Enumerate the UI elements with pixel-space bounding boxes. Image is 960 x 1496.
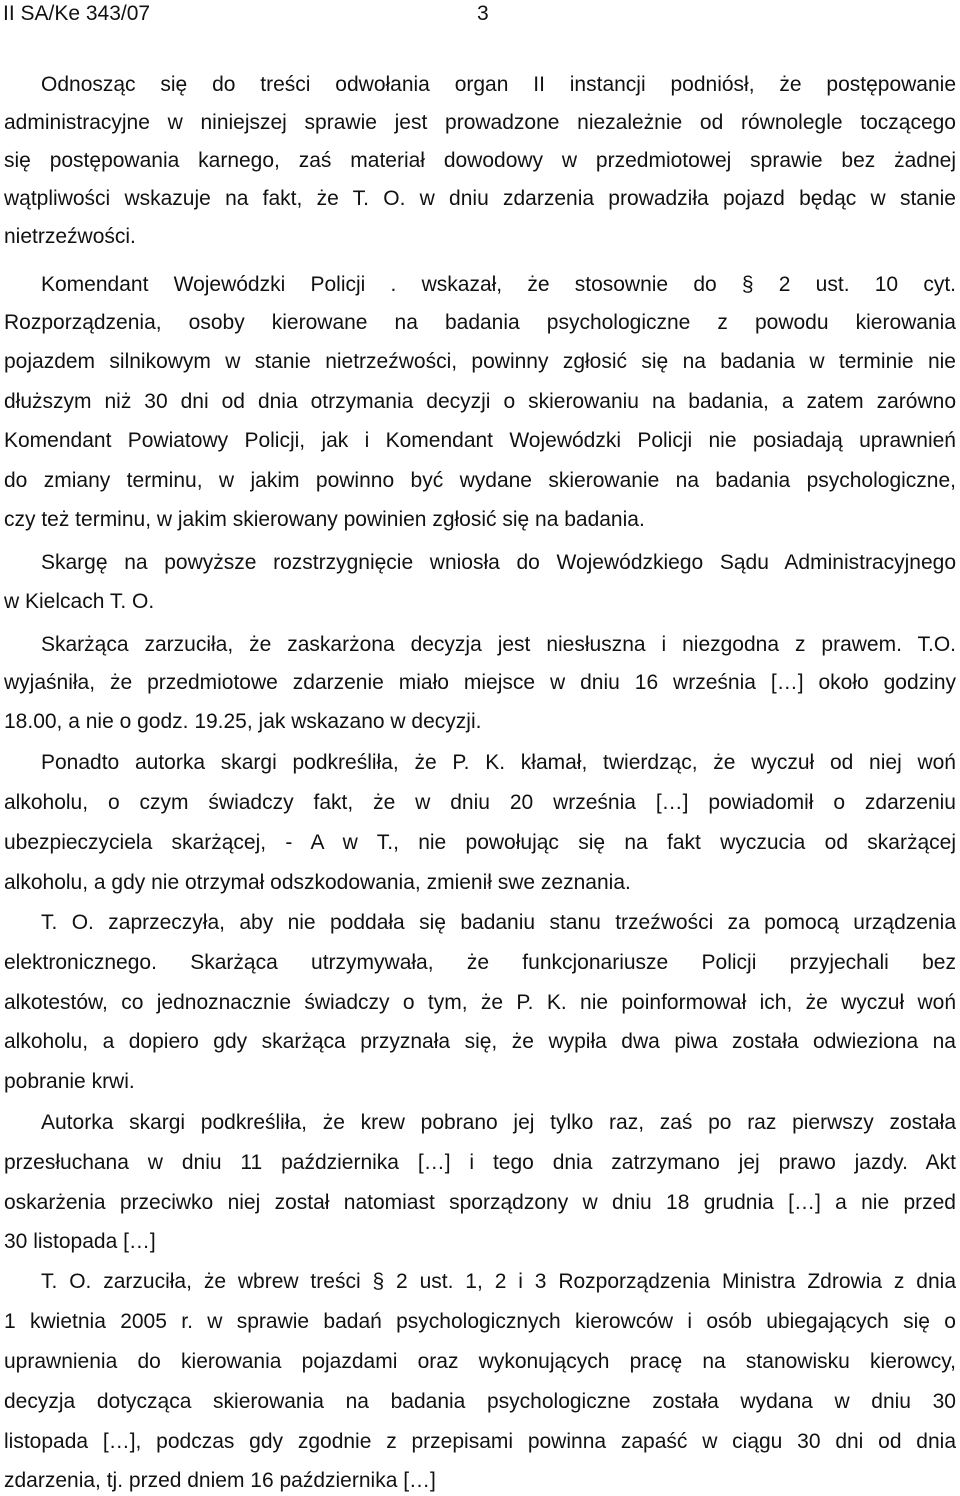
text-line: 1 kwietnia 2005 r. w sprawie badań psychologicznych kierowców i osób ubiegających się o <box>4 1310 956 1333</box>
text-line: 30 listopada […] <box>4 1230 156 1253</box>
text-line: uprawnienia do kierowania pojazdami oraz wykonujących pracę na stanowisku kierowcy, <box>4 1350 956 1373</box>
text-line: w Kielcach T. O. <box>4 590 155 613</box>
text-line: Skarżąca zarzuciła, że zaskarżona decyzja jest niesłuszna i niezgodna z prawem. T.O. <box>41 633 956 656</box>
text-line: 18.00, a nie o godz. 19.25, jak wskazano w decyzji. <box>4 710 482 733</box>
text-line: Odnosząc się do treści odwołania organ II instancji podniósł, że postępowanie <box>41 73 956 96</box>
text-line: alkoholu, o czym świadczy fakt, że w dniu 20 września […] powiadomił o zdarzeniu <box>4 791 956 814</box>
text-line: do zmiany terminu, w jakim powinno być wydane skierowanie na badania psychologiczne, <box>4 469 956 492</box>
text-line: alkotestów, co jednoznacznie świadczy o tym, że P. K. nie poinformował ich, że wyczuł woń <box>4 991 956 1014</box>
text-line: Skargę na powyższe rozstrzygnięcie wniosła do Wojewódzkiego Sądu Administracyjnego <box>41 551 956 574</box>
text-line: Komendant Powiatowy Policji, jak i Komendant Wojewódzki Policji nie posiadają uprawnień <box>4 429 956 452</box>
text-line: T. O. zarzuciła, że wbrew treści § 2 ust. 1, 2 i 3 Rozporządzenia Ministra Zdrowia z dnia <box>41 1270 956 1293</box>
text-line: administracyjne w niniejszej sprawie jest prowadzone niezależnie od równolegle toczącego <box>4 111 956 134</box>
text-line: decyzja dotycząca skierowania na badania psychologiczne została wydana w dniu 30 <box>4 1390 956 1413</box>
text-line: oskarżenia przeciwko niej został natomiast sporządzony w dniu 18 grudnia […] a nie przed <box>4 1191 956 1214</box>
text-line: ubezpieczyciela skarżącej, - A w T., nie powołując się na fakt wyczucia od skarżącej <box>4 831 956 854</box>
text-line: dłuższym niż 30 dni od dnia otrzymania decyzji o skierowaniu na badania, a zatem zarówno <box>4 390 956 413</box>
text-line: Rozporządzenia, osoby kierowane na badania psychologiczne z powodu kierowania <box>4 311 956 334</box>
text-line: pojazdem silnikowym w stanie nietrzeźwości, powinny zgłosić się na badania w terminie nie <box>4 350 956 373</box>
text-line: zdarzenia, tj. przed dniem 16 października […] <box>4 1469 436 1492</box>
page-header <box>3 2 953 28</box>
text-line: listopada […], podczas gdy zgodnie z przepisami powinna zapaść w ciągu 30 dni od dnia <box>4 1430 956 1453</box>
text-line: alkoholu, a gdy nie otrzymał odszkodowania, zmienił swe zeznania. <box>4 871 631 894</box>
page-number: 3 <box>477 2 489 25</box>
text-line: nietrzeźwości. <box>4 225 136 248</box>
text-line: wątpliwości wskazuje na fakt, że T. O. w dniu zdarzenia prowadziła pojazd będąc w stanie <box>4 187 956 210</box>
text-line: czy też terminu, w jakim skierowany powinien zgłosić się na badania. <box>4 508 645 531</box>
text-line: się postępowania karnego, zaś materiał dowodowy w przedmiotowej sprawie bez żadnej <box>4 149 956 172</box>
text-line: T. O. zaprzeczyła, aby nie poddała się badaniu stanu trzeźwości za pomocą urządzenia <box>41 911 956 934</box>
text-line: Ponadto autorka skargi podkreśliła, że P. K. kłamał, twierdząc, że wyczuł od niej woń <box>41 751 956 774</box>
case-number: II SA/Ke 343/07 <box>3 2 151 25</box>
text-line: pobranie krwi. <box>4 1070 135 1093</box>
text-line: elektronicznego. Skarżąca utrzymywała, że funkcjonariusze Policji przyjechali bez <box>4 951 956 974</box>
text-line: wyjaśniła, że przedmiotowe zdarzenie miało miejsce w dniu 16 września […] około godziny <box>4 671 956 694</box>
text-line: Komendant Wojewódzki Policji . wskazał, że stosownie do § 2 ust. 10 cyt. <box>41 273 956 296</box>
text-line: Autorka skargi podkreśliła, że krew pobrano jej tylko raz, zaś po raz pierwszy została <box>41 1111 956 1134</box>
text-line: alkoholu, a dopiero gdy skarżąca przyznała się, że wypiła dwa piwa została odwieziona na <box>4 1030 956 1053</box>
text-line: przesłuchana w dniu 11 października […] i tego dnia zatrzymano jej prawo jazdy. Akt <box>4 1151 956 1174</box>
